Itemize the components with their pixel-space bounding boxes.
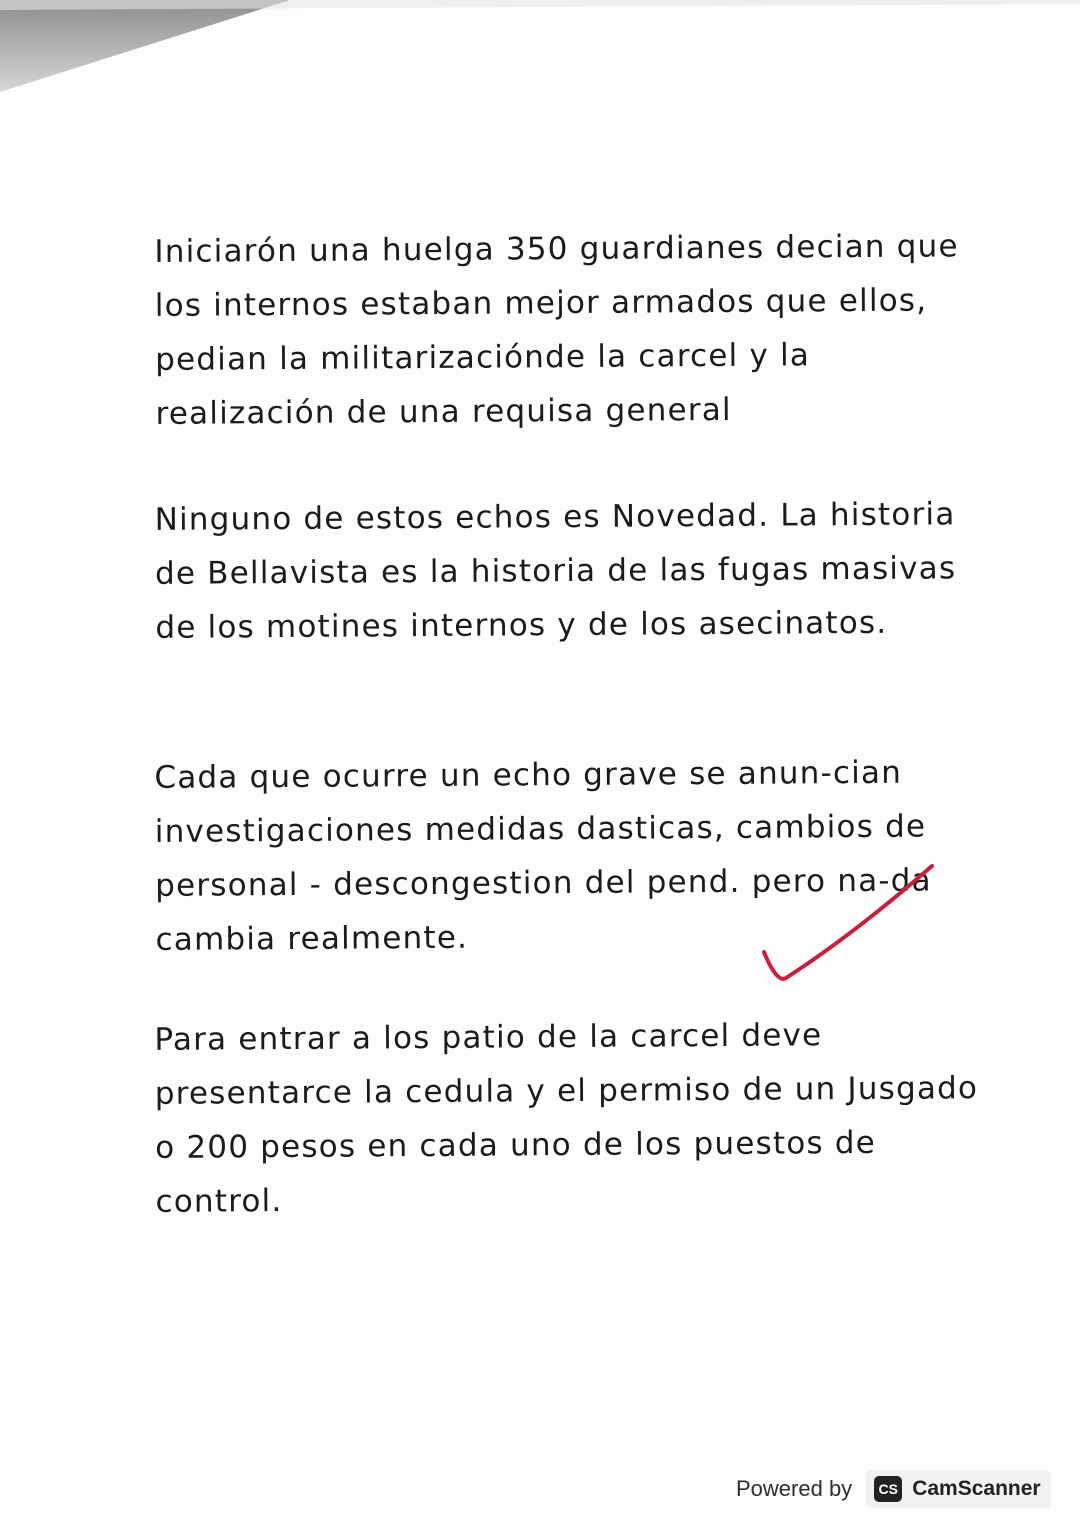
paragraph-history: Ninguno de estos echos es Novedad. La historia de Bellavista es la historia de las fugas masivas de los motines internos y de los asecinatos. xyxy=(154,496,957,646)
paragraph-investigations: Cada que ocurre un echo grave se anun-cian investigaciones medidas dasticas, cambios de personal - descongestion del pend. pero na-da cambia realmente. xyxy=(154,754,932,958)
paragraph-strike: Iniciarón una huelga 350 guardianes decian que los internos estaban mejor armados que ellos, pedian la militarizaciónde la carcel y la realización de una requisa general xyxy=(154,228,959,432)
powered-by-text: Powered by xyxy=(736,1476,853,1501)
page-corner-shadow xyxy=(0,0,1080,120)
check-mark-icon xyxy=(750,860,1000,990)
camscanner-badge xyxy=(866,1470,1050,1508)
paragraph-entry-requirements: Para entrar a los patio de la carcel deve presentarce la cedula y el permiso de un Jusgado o 200 pesos en cada uno de los puestos de control. xyxy=(154,1017,979,1220)
camscanner-brand: CamScanner xyxy=(912,1477,1041,1500)
scanner-watermark xyxy=(736,1466,1051,1512)
camscanner-logo-icon: CS xyxy=(874,1476,902,1502)
